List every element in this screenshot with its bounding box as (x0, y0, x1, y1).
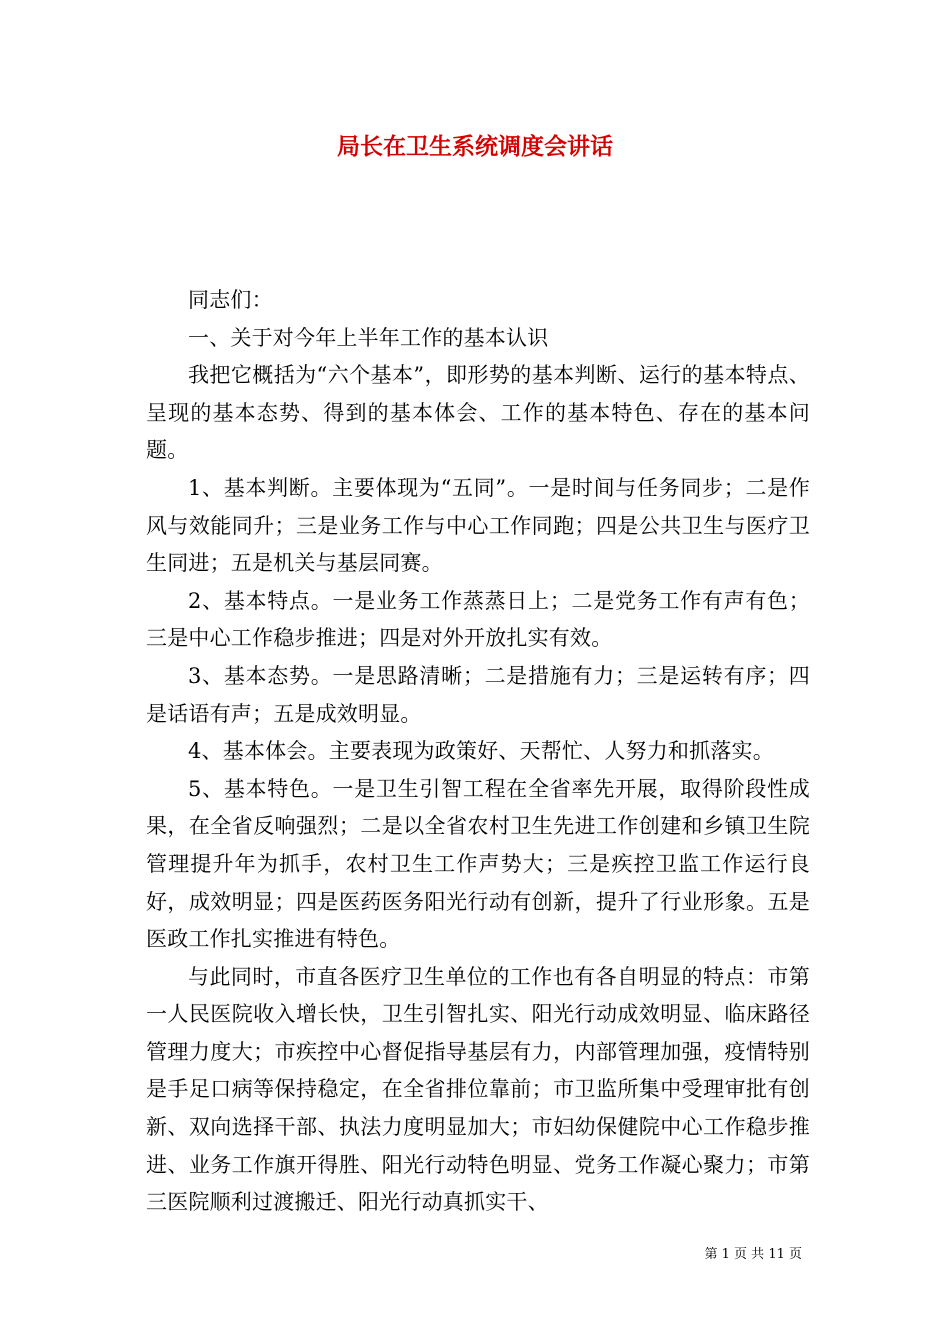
paragraph-basic-features: 2、基本特点。一是业务工作蒸蒸日上；二是党务工作有声有色；三是中心工作稳步推进；四是对外开放扎实有效。 (146, 588, 810, 651)
document-body (146, 282, 810, 1222)
paragraph-six-basics: 我把它概括为“六个基本”，即形势的基本判断、运行的基本特点、呈现的基本态势、得到的基本体会、工作的基本特色、存在的基本问题。 (146, 363, 810, 463)
paragraph-basic-experience: 4、基本体会。主要表现为政策好、天帮忙、人努力和抓落实。 (188, 739, 774, 764)
document-title: 局长在卫生系统调度会讲话 (337, 133, 613, 160)
paragraph-basic-judgment: 1、基本判断。主要体现为“五同”。一是时间与任务同步；二是作风与效能同升；三是业务工作与中心工作同跑；四是公共卫生与医疗卫生同进；五是机关与基层同赛。 (146, 475, 810, 576)
paragraph-basic-characteristics: 5、基本特色。一是卫生引智工程在全省率先开展，取得阶段性成果，在全省反响强烈；二是以全省农村卫生先进工作创建和乡镇卫生院管理提升年为抓手，农村卫生工作声势大；三是疾控卫监工作运行良好，成效明显；四是医药医务阳光行动有创新，提升了行业形象。五是医政工作扎实推进有特色。 (146, 776, 810, 952)
paragraph-unit-features: 与此同时，市直各医疗卫生单位的工作也有各自明显的特点：市第一人民医院收入增长快，卫生引智扎实、阳光行动成效明显、临床路径管理力度大；市疾控中心督促指导基层有力，内部管理加强，疫情特别是手足口病等保持稳定，在全省排位靠前；市卫监所集中受理审批有创新、双向选择干部、执法力度明显加大；市妇幼保健院中心工作稳步推进、业务工作旗开得胜、阳光行动特色明显、党务工作凝心聚力；市第三医院顺利过渡搬迁、阳光行动真抓实干、 (146, 964, 810, 1215)
paragraph-basic-situation: 3、基本态势。一是思路清晰；二是措施有力；三是运转有序；四是话语有声；五是成效明显。 (146, 663, 810, 726)
paragraph-salutation: 同志们： (188, 288, 273, 312)
page-number-footer: 第 1 页 共 11 页 (704, 1247, 802, 1262)
paragraph-section-heading: 一、关于对今年上半年工作的基本认识 (188, 325, 549, 350)
